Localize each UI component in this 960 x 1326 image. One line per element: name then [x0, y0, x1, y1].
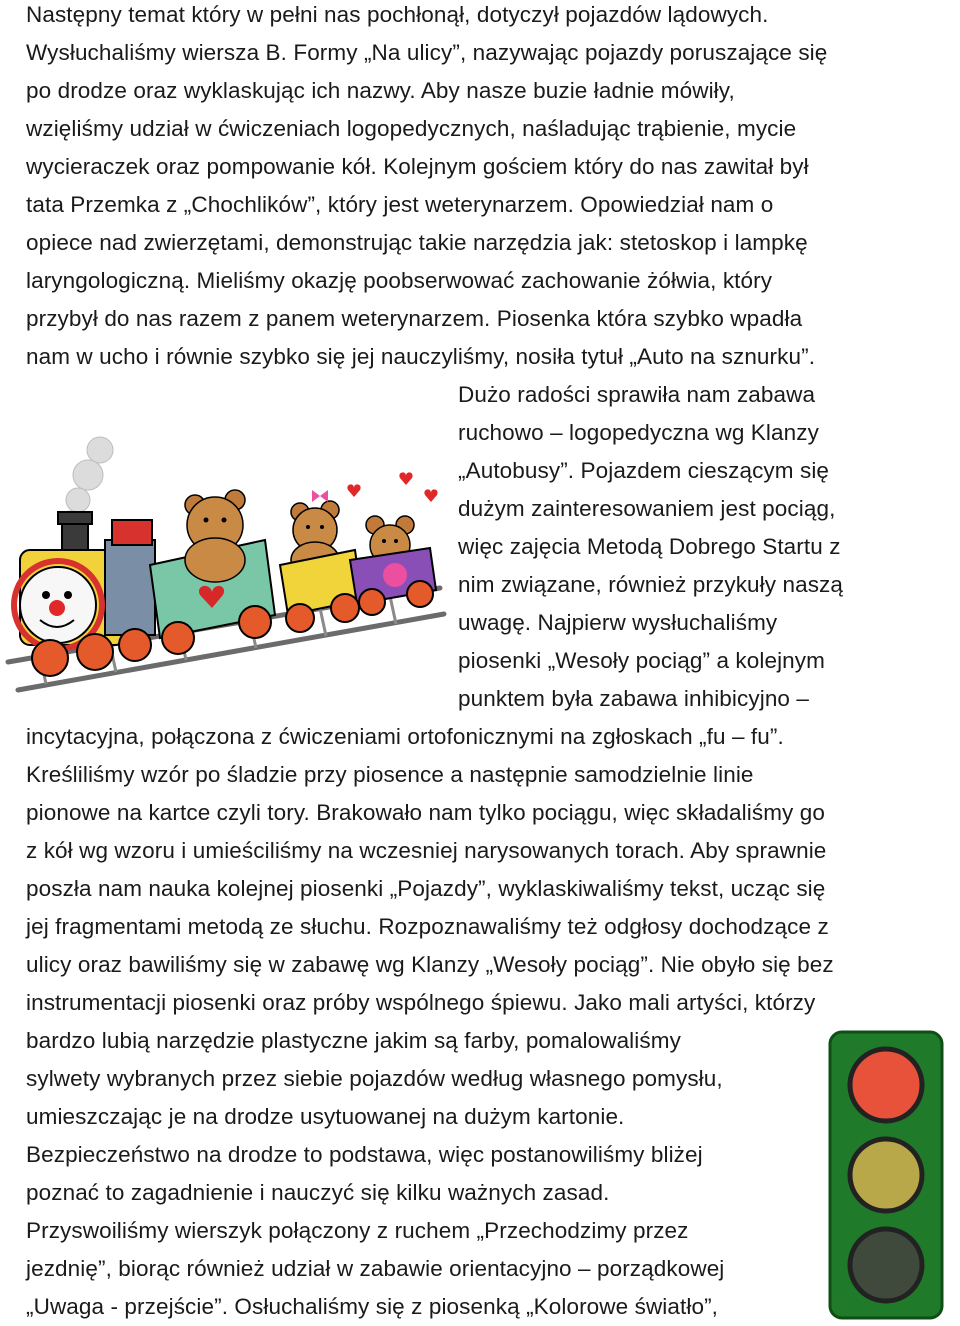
text-line: punktem była zabawa inhibicyjno – [458, 686, 810, 711]
text-line: „Uwaga - przejście”. Osłuchaliśmy się z piosenką „Kolorowe światło”, [26, 1294, 719, 1319]
text-line: piosenki „Wesoły pociąg” a kolejnym [458, 648, 825, 673]
green-light-icon [850, 1229, 922, 1301]
text-line: przybył do nas razem z panem weterynarzem. Piosenka która szybko wpadła [26, 306, 803, 331]
text-line: dużym zainteresowaniem jest pociąg, [458, 496, 836, 521]
text-line: więc zajęcia Metodą Dobrego Startu z [458, 534, 841, 559]
text-line: ulicy oraz bawiliśmy się w zabawę wg Klanzy „Wesoły pociąg”. Nie obyło się bez [26, 952, 834, 977]
traffic-light-icon [826, 1030, 946, 1320]
text-line: wycieraczek oraz pompowanie kół. Kolejnym gościem który do nas zawitał był [26, 154, 809, 179]
text-line: instrumentacji piosenki oraz próby wspólnego śpiewu. Jako mali artyści, którzy [26, 990, 816, 1015]
text-line: nim związane, również przykuły naszą [458, 572, 844, 597]
text-line: Następny temat który w pełni nas pochłonął, dotyczył pojazdów lądowych. [26, 2, 769, 27]
text-line: ruchowo – logopedyczna wg Klanzy [458, 420, 819, 445]
text-line: Przyswoiliśmy wierszyk połączony z ruchem „Przechodzimy przez [26, 1218, 689, 1243]
text-line: uwagę. Najpierw wysłuchaliśmy [458, 610, 778, 635]
red-light-icon [850, 1049, 922, 1121]
text-line: Kreśliliśmy wzór po śladzie przy piosence a następnie samodzielnie linie [26, 762, 754, 787]
text-line: poznać to zagadnienie i nauczyć się kilku ważnych zasad. [26, 1180, 610, 1205]
text-line: Dużo radości sprawiła nam zabawa [458, 382, 816, 407]
text-line: incytacyjna, połączona z ćwiczeniami ortofonicznymi na zgłoskach „fu – fu”. [26, 724, 784, 749]
text-line: z kół wg wzoru i umieściliśmy na wczesniej narysowanych torach. Aby sprawnie [26, 838, 827, 863]
text-line: bardzo lubią narzędzie plastyczne jakim są farby, pomalowaliśmy [26, 1028, 681, 1053]
text-line: tata Przemka z „Chochlików”, który jest weterynarzem. Opowiedział nam o [26, 192, 774, 217]
text-line: nam w ucho i równie szybko się jej nauczyliśmy, nosiła tytuł „Auto na sznurku”. [26, 344, 816, 369]
text-line: umieszczając je na drodze usytuowanej na dużym kartonie. [26, 1104, 625, 1129]
text-line: jezdnię”, biorąc również udział w zabawie orientacyjno – porządkowej [26, 1256, 725, 1281]
yellow-light-icon [850, 1139, 922, 1211]
text-line: pionowe na kartce czyli tory. Brakowało nam tylko pociągu, więc składaliśmy go [26, 800, 825, 825]
text-line: opiece nad zwierzętami, demonstrując takie narzędzia jak: stetoskop i lampkę [26, 230, 808, 255]
text-line: Bezpieczeństwo na drodze to podstawa, więc postanowiliśmy bliżej [26, 1142, 703, 1167]
text-line: laryngologiczną. Mieliśmy okazję poobserwować zachowanie żółwia, który [26, 268, 773, 293]
text-line: Wysłuchaliśmy wiersza B. Formy „Na ulicy”, nazywając pojazdy poruszające się [26, 40, 828, 65]
text-line: „Autobusy”. Pojazdem cieszącym się [458, 458, 830, 483]
text-line: sylwety wybranych przez siebie pojazdów według własnego pomysłu, [26, 1066, 723, 1091]
teddy-bear-train-icon [0, 400, 450, 700]
text-line: wzięliśmy udział w ćwiczeniach logopedycznych, naśladując trąbienie, mycie [26, 116, 797, 141]
text-line: po drodze oraz wyklaskując ich nazwy. Aby nasze buzie ładnie mówiły, [26, 78, 735, 103]
text-line: poszła nam nauka kolejnej piosenki „Pojazdy”, wyklaskiwaliśmy tekst, ucząc się [26, 876, 826, 901]
text-line: jej fragmentami metodą ze słuchu. Rozpoznawaliśmy też odgłosy dochodzące z [26, 914, 829, 939]
